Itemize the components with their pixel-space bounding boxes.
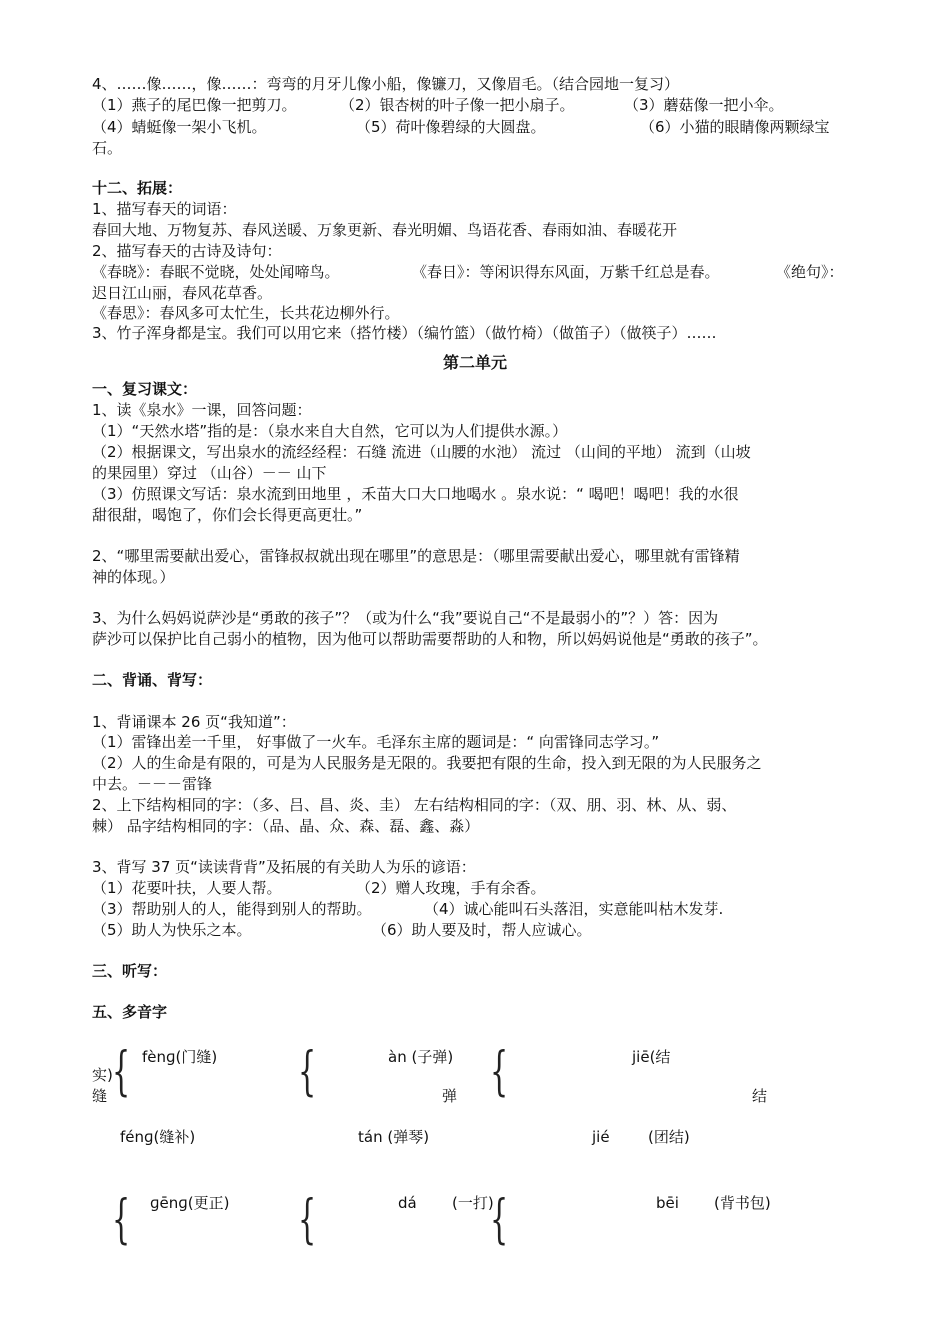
recite-r1-2-cont: 中去。－－－雷锋 <box>92 775 213 793</box>
bei-pinyin-top: bēi <box>656 1194 679 1212</box>
review-q1-3: （3）仿照课文写话：泉水流到田地里 ，禾苗大口大口地喝水 。泉水说：“ 喝吧！喝吧！我的水很 <box>92 485 739 503</box>
bei-word-top: (背书包) <box>714 1194 771 1212</box>
simile-item-6-cont: 石。 <box>92 139 123 157</box>
poem-chunri: 《春日》：等闲识得东风面，万紫千红总是春。 <box>412 263 720 281</box>
dan-character: 弹 <box>442 1087 458 1105</box>
recite-r1: 1、背诵课本 26 页“我知道”： <box>92 713 296 731</box>
simile-item-2: （2）银杏树的叶子像一把小扇子。 <box>340 96 575 114</box>
section-heading-extension: 十二、拓展： <box>92 179 183 197</box>
recite-r1-1: （1）雷锋出差一千里， 好事做了一火车。毛泽东主席的题词是：“ 向雷锋同志学习。” <box>92 733 660 751</box>
section-heading-review: 一、复习课文： <box>92 380 198 398</box>
proverb-3: （3）帮助别人的人，能得到别人的帮助。 <box>92 900 372 918</box>
da-pinyin-top: dá <box>398 1194 417 1212</box>
review-q1-2: （2）根据课文，写出泉水的流经经程：石缝 流进（山腰的水池） 流过 （山间的平地） 流到（山坡 <box>92 443 751 461</box>
spring-words-title: 1、描写春天的词语： <box>92 200 237 218</box>
review-q1-2-cont: 的果园里）穿过 （山谷）－－ 山下 <box>92 464 327 482</box>
poem-chunxiao: 《春晓》：春眠不觉晓，处处闻啼鸟。 <box>92 263 340 281</box>
recite-r2: 2、上下结构相同的字：（多、吕、昌、炎、圭） 左右结构相同的字：（双、朋、羽、林、从、弱、 <box>92 796 737 814</box>
simile-item-1: （1）燕子的尾巴像一把剪刀。 <box>92 96 297 114</box>
simile-item-5: （5）荷叶像碧绿的大圆盘。 <box>356 118 546 136</box>
review-q1: 1、读《泉水》一课，回答问题： <box>92 401 312 419</box>
proverb-5: （5）助人为快乐之本。 <box>92 921 252 939</box>
jie-character: 结 <box>752 1087 768 1105</box>
poem-jueju-title: 《绝句》： <box>776 263 844 281</box>
poem-jueju-line: 迟日江山丽，春风花草香。 <box>92 284 273 302</box>
brace-bei: { <box>490 1190 509 1250</box>
dan-pinyin-bottom: tán (弹琴) <box>358 1128 430 1146</box>
recite-r1-2: （2）人的生命是有限的，可是为人民服务是无限的。我要把有限的生命，投入到无限的为人民服务之 <box>92 754 762 772</box>
proverb-6: （6）助人要及时，帮人应诚心。 <box>372 921 592 939</box>
proverb-4: （4）诚心能叫石头落泪，实意能叫枯木发芽. <box>424 900 724 918</box>
review-q2: 2、“哪里需要献出爱心，雷锋叔叔就出现在哪里”的意思是：（哪里需要献出爱心，哪里就有雷锋精 <box>92 547 740 565</box>
review-q3-cont: 萨沙可以保护比自己弱小的植物，因为他可以帮助需要帮助的人和物，所以妈妈说他是“勇敢的孩子”。 <box>92 630 768 648</box>
feng-character: 缝 <box>92 1087 108 1105</box>
feng-shi-suffix: 实) <box>92 1066 113 1084</box>
jie-pinyin-bottom: jié <box>592 1128 610 1146</box>
unit-title: 第二单元 <box>442 353 507 372</box>
brace-jie: { <box>490 1042 509 1102</box>
proverb-1: （1）花要叶扶，人要人帮。 <box>92 879 282 897</box>
da-word-top: (一打) <box>452 1194 494 1212</box>
simile-item-3: （3）蘑菇像一把小伞。 <box>624 96 784 114</box>
simile-intro: 4、……像……，像……：弯弯的月牙儿像小船，像镰刀，又像眉毛。（结合园地一复习） <box>92 75 680 93</box>
simile-item-4: （4）蜻蜓像一架小飞机。 <box>92 118 267 136</box>
brace-dan: { <box>298 1042 317 1102</box>
section-heading-polyphones: 五、多音字 <box>92 1003 168 1021</box>
dan-pinyin-top: àn (子弹) <box>388 1048 454 1066</box>
jie-word-bottom: (团结) <box>648 1128 690 1146</box>
spring-words: 春回大地、万物复苏、春风送暖、万象更新、春光明媚、鸟语花香、春雨如油、春暖花开 <box>92 221 678 239</box>
brace-da: { <box>298 1190 317 1250</box>
section-heading-recite: 二、背诵、背写： <box>92 671 213 689</box>
review-q2-cont: 神的体现。） <box>92 568 175 586</box>
feng-pinyin-top: fènɡ(门缝) <box>142 1048 218 1066</box>
spring-poems-title: 2、描写春天的古诗及诗句： <box>92 242 282 260</box>
review-q1-3-cont: 甜很甜，喝饱了，你们会长得更高更壮。” <box>92 506 363 524</box>
feng-pinyin-bottom: fénɡ(缝补) <box>120 1128 196 1146</box>
recite-r3: 3、背写 37 页“读读背背”及拓展的有关助人为乐的谚语： <box>92 858 476 876</box>
brace-feng: { <box>112 1042 131 1102</box>
simile-item-6: （6）小猫的眼睛像两颗绿宝 <box>640 118 830 136</box>
poem-chunsi: 《春思》：春风多可太忙生，长共花边柳外行。 <box>92 304 400 322</box>
section-heading-dictation: 三、听写： <box>92 962 168 980</box>
bamboo-uses: 3、竹子浑身都是宝。我们可以用它来（搭竹楼）（编竹篮）（做竹椅）（做笛子）（做筷子）…… <box>92 324 717 342</box>
brace-geng: { <box>112 1190 131 1250</box>
review-q1-1: （1）“天然水塔”指的是：（泉水来自大自然，它可以为人们提供水源。） <box>92 422 568 440</box>
proverb-2: （2）赠人玫瑰，手有余香。 <box>356 879 546 897</box>
jie-pinyin-top: jiē(结 <box>632 1048 671 1066</box>
review-q3: 3、为什么妈妈说萨沙是“勇敢的孩子”？（或为什么“我”要说自己“不是最弱小的”？）答：因为 <box>92 609 719 627</box>
recite-r2-cont: 棘） 品字结构相同的字：（品、晶、众、森、磊、鑫、淼） <box>92 817 480 835</box>
geng-pinyin-top: ɡēnɡ(更正) <box>150 1194 230 1212</box>
